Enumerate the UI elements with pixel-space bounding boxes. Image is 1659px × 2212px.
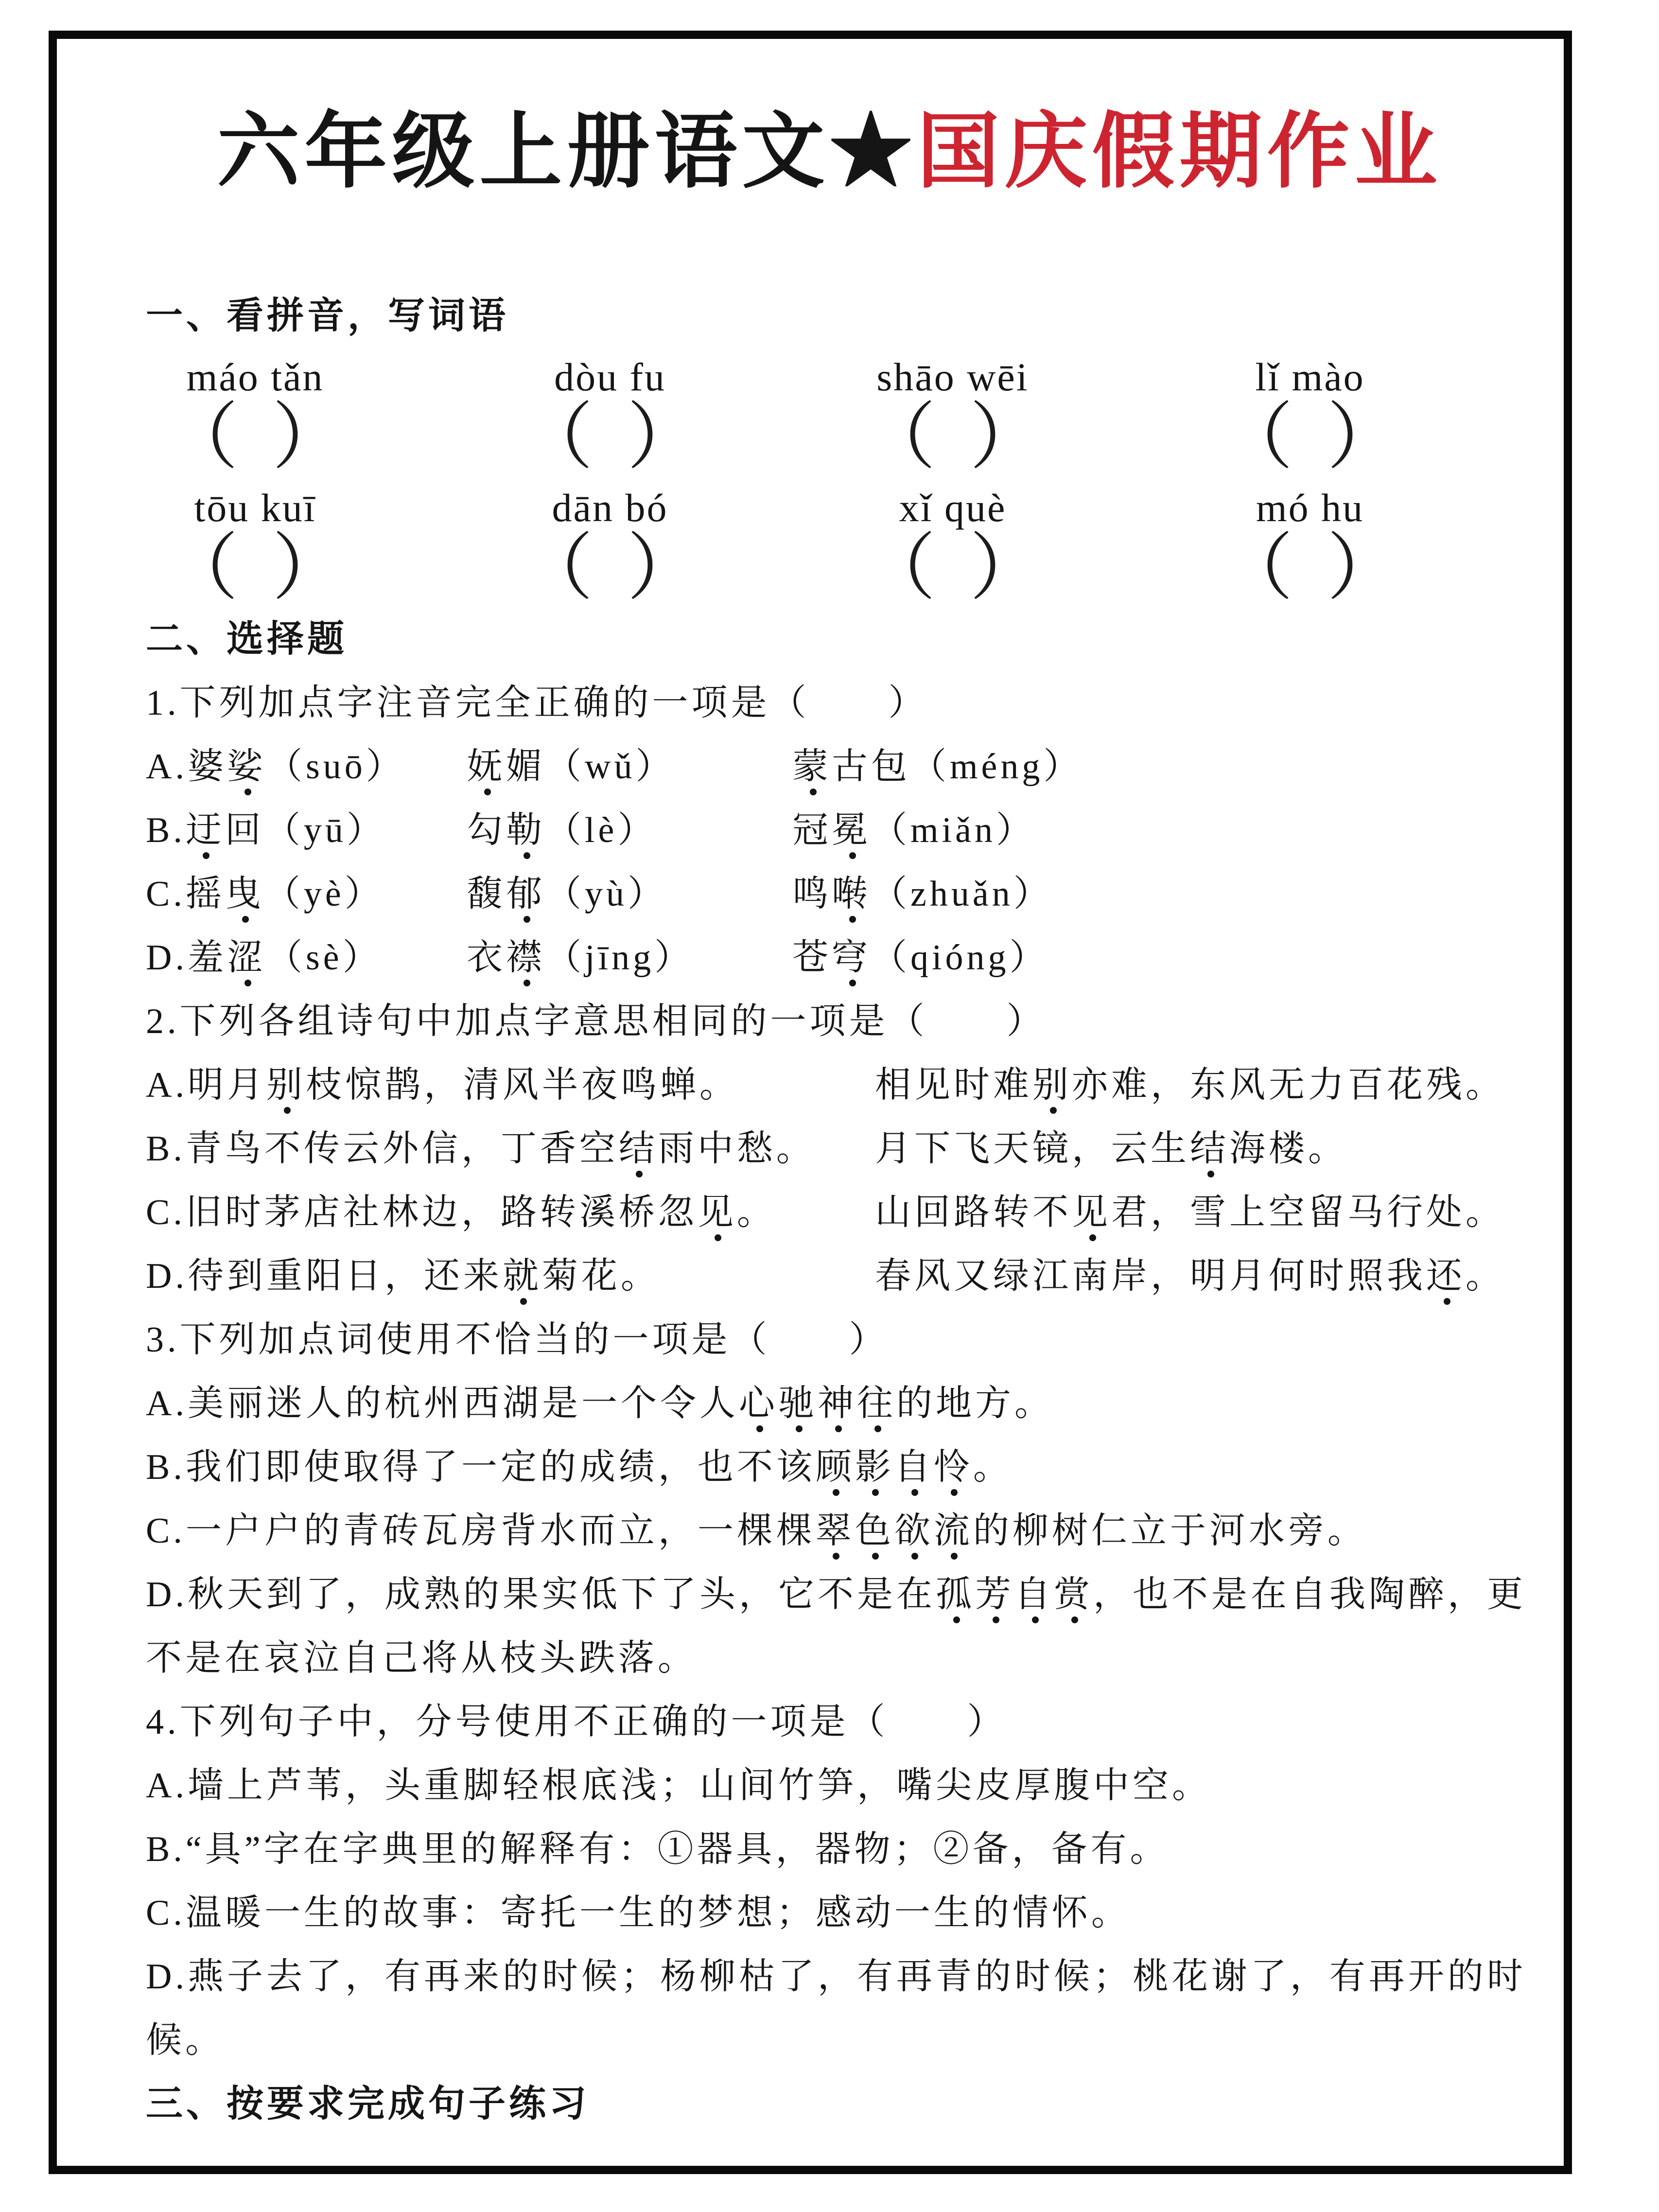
text-segment: 1.下列加点字注音完全正确的一项是（ ） <box>146 683 928 723</box>
option-group <box>467 926 694 990</box>
open-paren: （ <box>165 528 239 609</box>
answer-parens <box>520 397 700 478</box>
emphasized-char: 蒙 <box>792 747 832 787</box>
emphasized-char: 迂 <box>185 810 225 850</box>
emphasized-char: 就 <box>502 1256 542 1296</box>
stem-text <box>146 1690 1007 1754</box>
pinyin-word: dòu fu <box>554 355 666 399</box>
text-segment: 相见时难 <box>875 1065 1032 1105</box>
open-paren: （ <box>165 397 239 478</box>
text-segment: C.一户户的青砖瓦房背水而立，一棵棵 <box>146 1511 816 1551</box>
open-paren: （ <box>863 397 936 478</box>
title-holiday-part: 国庆假期作业 <box>917 106 1442 198</box>
option-group <box>146 1117 816 1181</box>
option-group <box>146 1181 776 1245</box>
emphasized-char: 怜 <box>933 1447 973 1487</box>
text-segment: 。 <box>736 1193 776 1232</box>
text-segment: C.旧时茅店社林边，路转溪桥忽 <box>146 1193 698 1232</box>
text-segment: 春风又绿江南岸，明月何时照我 <box>875 1256 1426 1296</box>
text-segment: （sè） <box>266 938 382 978</box>
option-group <box>875 1117 1347 1181</box>
option-group <box>875 1181 1505 1245</box>
section-heading-sentence: 三、按要求完成句子练习 <box>146 2084 590 2124</box>
option-line <box>146 1372 1555 1436</box>
text-segment: 4.下列句子中，分号使用不正确的一项是（ ） <box>146 1702 1007 1742</box>
text-segment: D.秋天到了，成熟的果实低下了头，它不是在 <box>146 1575 936 1615</box>
emphasized-char: 芳 <box>975 1575 1014 1615</box>
text-segment: ，也不是在自我陶醉，更 <box>1093 1575 1526 1615</box>
option-group <box>146 926 382 990</box>
text-segment: B.我们即使取得了一定的成绩，也不该 <box>146 1447 816 1487</box>
option-group <box>146 1436 1013 1499</box>
open-paren: （ <box>1220 528 1293 609</box>
question-stem <box>146 1308 1555 1372</box>
text-segment: 菊花。 <box>541 1256 660 1296</box>
emphasized-char: 结 <box>618 1129 658 1169</box>
option-line <box>146 1436 1555 1499</box>
option-line <box>146 1627 1555 1690</box>
option-line <box>146 1563 1555 1627</box>
option-group <box>146 1818 1170 1881</box>
emphasized-char: 赏 <box>1053 1575 1093 1615</box>
emphasized-char: 襟 <box>506 938 545 978</box>
emphasized-char: 见 <box>697 1193 737 1232</box>
question-stem <box>146 1690 1555 1754</box>
text-segment: （lè） <box>545 810 657 850</box>
worksheet-title <box>0 106 1659 198</box>
text-segment: 3.下列加点词使用不恰当的一项是（ ） <box>146 1320 889 1360</box>
option-group <box>146 799 386 862</box>
answer-parens <box>863 528 1043 609</box>
stem-text <box>146 990 1046 1053</box>
text-segment: （jīng） <box>545 938 694 978</box>
option-line <box>146 2009 1555 2072</box>
text-segment: 亦难，东风无力百花残。 <box>1072 1065 1505 1105</box>
text-segment: C.摇 <box>146 874 225 914</box>
emphasized-char: 影 <box>855 1447 894 1487</box>
stem-text <box>146 671 928 735</box>
emphasized-char: 翠 <box>815 1511 855 1551</box>
text-segment: 君，雪上空留马行处。 <box>1111 1193 1505 1232</box>
option-group <box>146 2009 225 2072</box>
text-segment: A.婆 <box>146 747 227 787</box>
emphasized-char: 驰 <box>778 1384 818 1423</box>
text-segment: 海楼。 <box>1229 1129 1347 1169</box>
option-line <box>146 799 1555 862</box>
pinyin-word: shāo wēi <box>876 355 1029 399</box>
text-segment: 枝惊鹊，清风半夜鸣蝉。 <box>305 1065 739 1105</box>
answer-parens <box>165 528 345 609</box>
option-line <box>146 1245 1555 1308</box>
answer-blank-row <box>146 397 1555 478</box>
emphasized-char: 色 <box>855 1511 894 1551</box>
emphasized-char: 见 <box>1072 1193 1111 1232</box>
text-segment: 衣 <box>467 938 506 978</box>
pinyin-word: lǐ mào <box>1255 355 1365 399</box>
close-paren: ） <box>627 397 700 478</box>
pinyin-word: xǐ què <box>899 486 1007 530</box>
option-group <box>146 1563 1526 1627</box>
text-segment: A.墙上芦苇，头重脚轻根底浅；山间竹笋，嘴尖皮厚腹中空。 <box>146 1766 1211 1806</box>
text-segment: D.待到重阳日，还来 <box>146 1256 503 1296</box>
text-segment: 。 <box>1466 1256 1505 1296</box>
answer-parens <box>1220 528 1400 609</box>
question-stem <box>146 990 1555 1053</box>
close-paren: ） <box>969 528 1043 609</box>
option-line <box>146 1117 1555 1181</box>
question-stem <box>146 671 1555 735</box>
text-segment: D.羞 <box>146 938 227 978</box>
option-line <box>146 1181 1555 1245</box>
answer-parens <box>165 397 345 478</box>
text-segment: （suō） <box>266 747 405 787</box>
open-paren: （ <box>520 397 594 478</box>
option-group <box>467 799 657 862</box>
emphasized-char: 还 <box>1426 1256 1466 1296</box>
open-paren: （ <box>520 528 594 609</box>
option-group <box>792 926 1049 990</box>
option-group <box>792 735 1083 799</box>
option-group <box>146 862 384 926</box>
section-heading-pinyin: 一、看拼音，写词语 <box>146 296 509 336</box>
option-group <box>146 1754 1211 1818</box>
text-segment: B.青鸟不传云外信，丁香空 <box>146 1129 619 1169</box>
text-segment: （miǎn） <box>871 810 1035 850</box>
text-segment: （yù） <box>545 874 667 914</box>
emphasized-char: 涩 <box>227 938 266 978</box>
emphasized-char: 流 <box>933 1511 973 1551</box>
option-group <box>146 1881 1131 1945</box>
emphasized-char: 神 <box>817 1384 857 1423</box>
emphasized-char: 结 <box>1190 1129 1229 1169</box>
answer-blank-row <box>146 528 1555 609</box>
text-segment: 的地方。 <box>896 1384 1054 1423</box>
emphasized-char: 娑 <box>227 747 266 787</box>
option-group <box>146 1053 739 1117</box>
option-line <box>146 1499 1555 1563</box>
emphasized-char: 勒 <box>506 810 545 850</box>
text-segment: 回（yū） <box>225 810 386 850</box>
text-segment: 苍 <box>792 938 832 978</box>
text-segment: （qióng） <box>871 938 1049 978</box>
open-paren: （ <box>863 528 936 609</box>
emphasized-char: 别 <box>266 1065 306 1105</box>
option-group <box>146 1945 1526 2009</box>
emphasized-char: 别 <box>1032 1065 1072 1105</box>
close-paren: ） <box>1327 528 1400 609</box>
emphasized-char: 穹 <box>832 938 871 978</box>
open-paren: （ <box>1220 397 1293 478</box>
text-segment: 候。 <box>146 2020 225 2060</box>
text-segment: A.明月 <box>146 1065 266 1105</box>
option-line <box>146 735 1555 799</box>
emphasized-char: 孤 <box>935 1575 975 1615</box>
pinyin-word: máo tǎn <box>186 355 324 399</box>
emphasized-char: 自 <box>1014 1575 1054 1615</box>
title-course-part: 六年级上册语文★ <box>217 106 917 198</box>
option-line <box>146 1053 1555 1117</box>
close-paren: ） <box>627 528 700 609</box>
text-segment: C.温暖一生的故事：寄托一生的梦想；感动一生的情怀。 <box>146 1893 1131 1933</box>
text-segment: B.“具”字在字典里的解释有：①器具，器物；②备，备有。 <box>146 1829 1170 1869</box>
option-group <box>146 1499 1367 1563</box>
text-segment: （yè） <box>264 874 384 914</box>
option-line <box>146 926 1555 990</box>
option-group <box>146 1627 697 1690</box>
pinyin-word: dān bó <box>552 486 668 530</box>
emphasized-char: 冕 <box>832 810 871 850</box>
option-group <box>875 1245 1505 1308</box>
option-line <box>146 1945 1555 2009</box>
pinyin-word: tōu kuī <box>194 486 316 530</box>
text-segment: 馥 <box>467 874 506 914</box>
pinyin-word: mó hu <box>1256 486 1364 530</box>
option-line <box>146 1818 1555 1881</box>
emphasized-char: 啭 <box>832 874 871 914</box>
answer-parens <box>863 397 1043 478</box>
emphasized-char: 往 <box>856 1384 896 1423</box>
option-line <box>146 862 1555 926</box>
text-segment: 冠 <box>792 810 832 850</box>
option-line <box>146 1881 1555 1945</box>
text-segment: （zhuǎn） <box>871 874 1053 914</box>
option-group <box>146 735 405 799</box>
close-paren: ） <box>272 528 345 609</box>
emphasized-char: 郁 <box>506 874 545 914</box>
emphasized-char: 妩 <box>467 747 506 787</box>
option-group <box>146 1245 660 1308</box>
emphasized-char: 顾 <box>815 1447 855 1487</box>
close-paren: ） <box>1327 397 1400 478</box>
text-segment: 不是在哀泣自己将从枝头跌落。 <box>146 1638 697 1678</box>
close-paren: ） <box>969 397 1043 478</box>
text-segment: 雨中愁。 <box>658 1129 816 1169</box>
emphasized-char: 欲 <box>894 1511 934 1551</box>
emphasized-char: 自 <box>894 1447 934 1487</box>
answer-parens <box>520 528 700 609</box>
text-segment: 的柳树仁立于河水旁。 <box>973 1511 1367 1551</box>
option-group <box>875 1053 1505 1117</box>
text-segment: 古包（méng） <box>832 747 1083 787</box>
text-segment: A.美丽迷人的杭州西湖是一个令人 <box>146 1384 739 1423</box>
text-segment: B. <box>146 810 186 850</box>
text-segment: 媚（wǔ） <box>506 747 675 787</box>
option-group <box>146 1372 1054 1436</box>
option-group <box>792 799 1035 862</box>
option-group <box>467 862 667 926</box>
option-line <box>146 1754 1555 1818</box>
emphasized-char: 曳 <box>225 874 264 914</box>
emphasized-char: 心 <box>738 1384 778 1423</box>
text-segment: 2.下列各组诗句中加点字意思相同的一项是（ ） <box>146 1001 1046 1041</box>
text-segment: 山回路转不 <box>875 1193 1072 1232</box>
text-segment: D.燕子去了，有再来的时候；杨柳枯了，有再青的时候；桃花谢了，有再开的时 <box>146 1957 1526 1997</box>
text-segment: 勾 <box>467 810 506 850</box>
stem-text <box>146 1308 889 1372</box>
close-paren: ） <box>272 397 345 478</box>
option-group <box>467 735 675 799</box>
text-segment: 鸣 <box>792 874 832 914</box>
section-heading-choice: 二、选择题 <box>146 619 348 660</box>
text-segment: 。 <box>973 1447 1013 1487</box>
option-group <box>792 862 1053 926</box>
text-segment: 月下飞天镜，云生 <box>875 1129 1190 1169</box>
answer-parens <box>1220 397 1400 478</box>
